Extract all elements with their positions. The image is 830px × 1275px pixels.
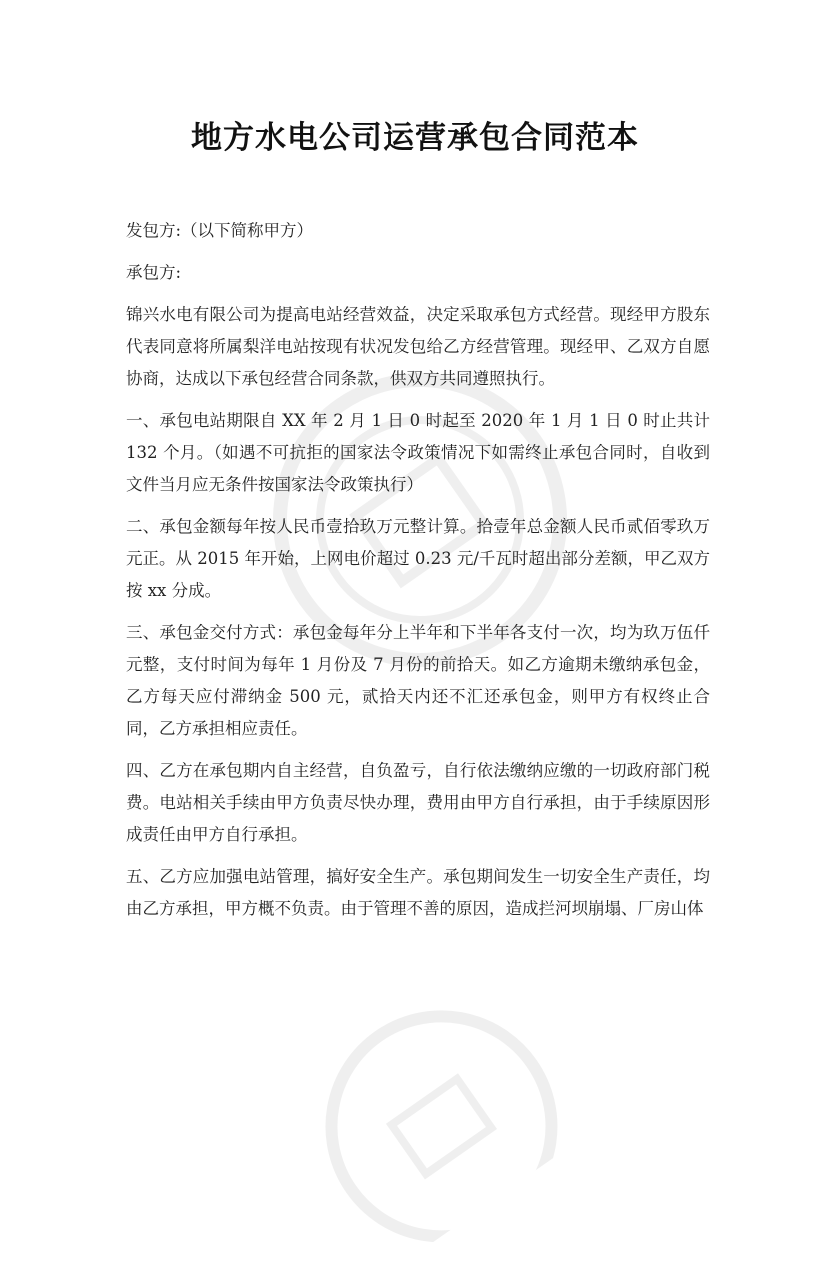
clause-3: 三、承包金交付方式：承包金每年分上半年和下半年各支付一次，均为玖万伍仟元整，支付时间为每年 1 月份及 7 月份的前拾天。如乙方逾期未缴纳承包金，乙方每天应付滞纳金 500 元，贰拾天内还不汇还承包金，则甲方有权终止合同，乙方承担相应责任。 <box>126 623 710 738</box>
preamble-paragraph: 锦兴水电有限公司为提高电站经营效益，决定采取承包方式经营。现经甲方股东代表同意将所属梨洋电站按现有状况发包给乙方经营管理。现经甲、乙双方自愿协商，达成以下承包经营合同条款，供双方共同遵照执行。 <box>126 305 710 388</box>
document-title: 地方水电公司运营承包合同范本 <box>191 120 639 156</box>
party-b-line: 承包方: <box>126 263 182 282</box>
watermark-seal-lower <box>260 945 599 1274</box>
clause-2: 二、承包金额每年按人民币壹拾玖万元整计算。拾壹年总金额人民币贰佰零玖万元正。从 2015 年开始，上网电价超过 0.23 元/千瓦时超出部分差额，甲乙双方按 xx 分成。 <box>126 517 710 600</box>
clause-5: 五、乙方应加强电站管理，搞好安全生产。承包期间发生一切安全生产责任，均由乙方承担，甲方概不负责。由于管理不善的原因，造成拦河坝崩塌、厂房山体 <box>126 867 710 918</box>
party-a-line: 发包方:（以下简称甲方） <box>126 221 314 240</box>
clause-1: 一、承包电站期限自 XX 年 2 月 1 日 0 时起至 2020 年 1 月 1 日 0 时止共计 132 个月。（如遇不可抗拒的国家法令政策情况下如需终止承包合同时，自收到文件当月应无条件按国家法令政策执行） <box>126 411 710 494</box>
document-body <box>126 215 710 935</box>
clause-4: 四、乙方在承包期内自主经营，自负盈亏，自行依法缴纳应缴的一切政府部门税费。电站相关手续由甲方负责尽快办理，费用由甲方自行承担，由于手续原因形成责任由甲方自行承担。 <box>126 761 710 844</box>
